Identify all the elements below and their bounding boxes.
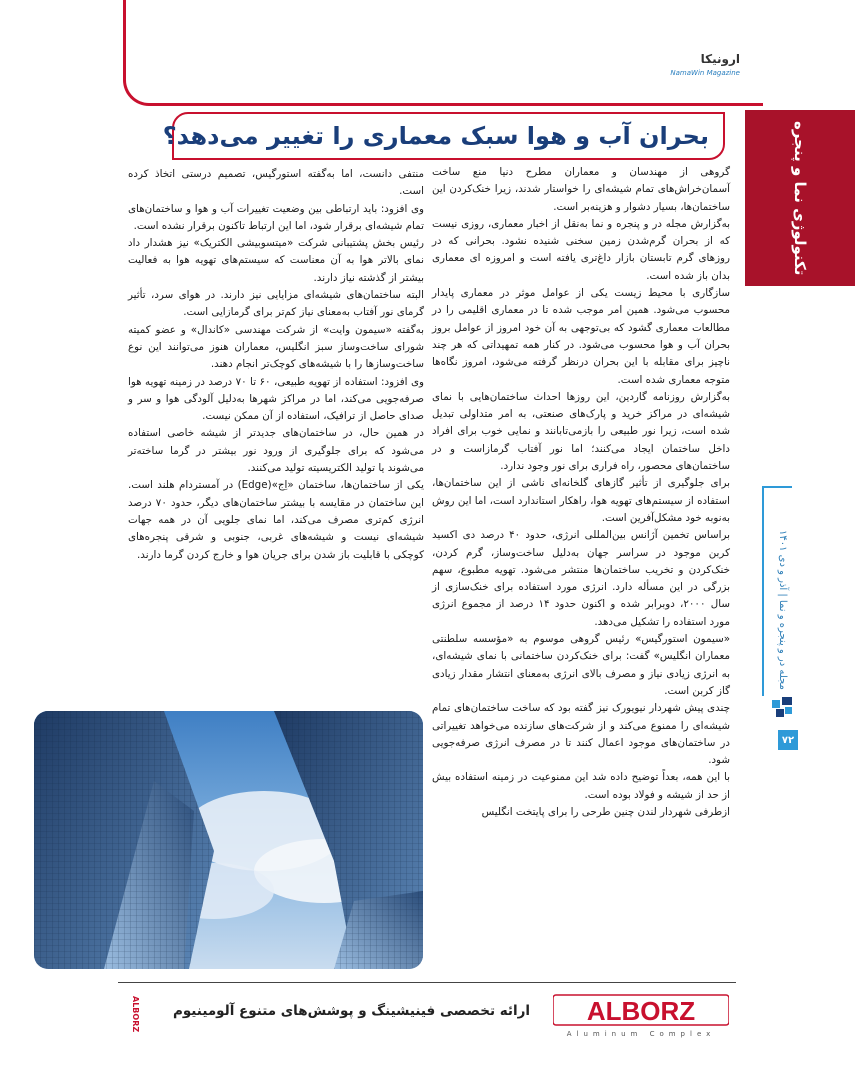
paragraph: منتفی دانست، اما به‌گفته استورگیس، تصمیم درستی اتخاذ کرده است.	[128, 168, 424, 198]
issue-meta: مجله در و پنجره و نما | آذر و دی ۱۴۰۱	[777, 530, 788, 690]
paragraph: چندی پیش شهردار نیویورک نیز گفته بود که ساخت ساختمان‌های تمام شیشه‌ای را ممنوع می‌کند و از شرکت‌های سازنده می‌خواهد تغییراتی در ساختمان‌های موجود اعمال کنند تا در مصرف انرژی صرفه‌جویی شود.	[432, 702, 730, 767]
paragraph: «سیمون استورگیس» رئیس گروهی موسوم به «مؤسسه سلطنتی معماران انگلیس» گفت: برای خنک‌کردن ساختمانی با نمای شیشه‌ای، به انرژی زیادی نیاز و مصرف بالای انرژی به‌معنای انتشار مقدار زیادی گاز کربن است.	[432, 633, 730, 697]
paragraph: در همین حال، در ساختمان‌های جدیدتر از شیشه خاصی استفاده می‌شود که برای جلوگیری از ورود نور بیشتر در گرما ساخته‌تر می‌شوند یا تولید الکتریسیته تولید می‌کنند.	[128, 427, 424, 475]
paragraph: به‌گزارش روزنامه گاردین، این روزها احداث ساختمان‌هایی با نمای شیشه‌ای در مراکز خرید و پارک‌های صنعتی، به امر متداولی تبدیل شده است، زیرا نور طبیعی را بازمی‌تابانند و نمایی خوب برای افراد داخل ساختمان ایجاد می‌کنند؛ اما نور آفتاب گرمازاست و در ساختمان‌های محصور، راه فراری برای نور وجود ندارد.	[432, 390, 730, 473]
page-number: ۷۲	[778, 730, 798, 750]
paragraph: با این همه، بعداً توضیح داده شد این ممنوعیت در زمینه استفاده بیش از حد از شیشه و فولاد بوده است.	[432, 771, 730, 801]
svg-text:ALBORZ: ALBORZ	[586, 996, 696, 1026]
paragraph: ازطرفی شهردار لندن چنین طرحی را برای پایتخت انگلیس	[481, 805, 730, 818]
paragraph: رئیس بخش پشتیبانی شرکت «میتسوبیشی الکتریک» نیز هشدار داد نمای بالاتر هوا به آن معناست که سیستم‌های تهویه هوا به فعالیت بیشتر از گذشته نیاز دارند.	[128, 237, 424, 284]
paragraph: براساس تخمین آژانس بین‌المللی انرژی، حدود ۴۰ درصد دی اکسید کربن موجود در سراسر جهان به‌دلیل ساخت‌وساز، گرم کردن، خنک‌کردن و تخریب ساختمان‌ها منتشر می‌شود. تهویه مطبوع، سهم بزرگی در این مسأله دارد. انرژی مورد استفاده برای خنک‌سازی از سال ۲۰۰۰، دوبرابر شده و اکنون حدود ۱۴ درصد از مجموع انرژی مورد استفاده را تشکیل می‌دهد.	[432, 529, 730, 628]
paragraph: به‌گفته «سیمون وایت» از شرکت مهندسی «کاندال» و عضو کمیته شورای ساخت‌وساز سبز انگلیس، معماران هنوز می‌توانند این نوع ساخت‌وسازها را با شیشه‌های کوچک‌تر انجام دهند.	[128, 323, 424, 371]
title-box	[162, 112, 725, 160]
logo-subtitle: NamaWin Magazine	[670, 69, 740, 77]
section-banner	[745, 110, 855, 286]
paragraph: البته ساختمان‌های شیشه‌ای مزایایی نیز دارند. در هوای سرد، تأثیر گرمای نور آفتاب به‌معنای نیاز کم‌تر برای گرمازایی است.	[128, 289, 424, 319]
alborz-logo	[553, 993, 729, 1029]
magazine-logo	[640, 52, 740, 84]
paragraph: گروهی از مهندسان و معماران مطرح دنیا منع ساخت آسمان‌خراش‌های تمام شیشه‌ای را خواستار شدند، زیرا خنک‌کردن این ساختمان‌ها، بسیار دشوار و هزینه‌بر است.	[432, 166, 730, 213]
meta-line	[762, 486, 764, 696]
meta-line-top	[762, 486, 792, 488]
skyscrapers-photo	[34, 711, 423, 969]
article-column-left	[128, 166, 424, 564]
paragraph: وی افزود: استفاده از تهویه طبیعی، ۶۰ تا ۷۰ درصد در زمینه تهویه هوا صرفه‌جویی می‌کند، اما در مراکز شهرها به‌دلیل آلودگی هوا و سر و صدای حاصل از ترافیک، استفاده از آن ممکن نیست.	[128, 375, 424, 423]
footer-rule	[118, 982, 736, 983]
section-banner-label: تکنولوژی نما و پنجره	[791, 120, 809, 276]
article-column-right	[432, 164, 730, 821]
paragraph: برای جلوگیری از تأثیر گازهای گلخانه‌ای ناشی از این ساختمان‌ها، استفاده از سیستم‌های تهویه هوا، راهکار استاندارد است، اما این روش به‌نوبه خود مشکل‌آفرین است.	[432, 477, 730, 524]
paragraph: به‌گزارش مجله در و پنجره و نما به‌نقل از اخبار معماری، روزی نیست که از بحران گرم‌شدن زمین سخنی شنیده نشود. بحرانی که در روزهای گرم تابستان بازار داغ‌تری یافته است و امروزه ای معماری بدان باز شده است.	[432, 217, 730, 282]
alborz-subtitle: Aluminum Complex	[566, 1030, 716, 1038]
paragraph: سازگاری با محیط زیست یکی از عوامل موثر در معماری پایدار محسوب می‌شود. همین امر موجب شده تا در معماری اقلیمی را در مطالعات معماری گشود که بی‌توجهی به آن خود امروز از عوامل بروز بحران آب و هوا محسوب می‌شود. در کنار همه تمهیداتی که هر چند ناچیز برای مقابله با این بحران درنظر گرفته می‌شود، امروز نگاه‌ها متوجه معماری شده است.	[432, 287, 730, 386]
paragraph: یکی از ساختمان‌ها، ساختمان «اِج»(Edge) در آمستردام هلند است. این ساختمان در مقایسه با بیشتر ساختمان‌های دیگر، حدود ۷۰ درصد انرژی کم‌تری مصرف می‌کند، اما نمای جلویی آن در همه جهات شیشه‌ای نیست و شیشه‌های غربی، جنوبی و شرقی پنجره‌های کوچکی با قابلیت باز شدن برای جریان هوا و خارج کردن گرما دارند.	[128, 479, 424, 561]
logo-text: ارونیکا	[700, 52, 740, 66]
footer-side-label: ALBORZ	[131, 996, 140, 1033]
article-title: بحران آب و هوا سبک معماری را تغییر می‌دهد؟	[162, 122, 709, 150]
paragraph: وی افزود: باید ارتباطی بین وضعیت تغییرات آب و هوا و ساختمان‌های تمام شیشه‌ای برقرار شود، اما این ارتباط تاکنون برقرار نشده است.	[128, 202, 424, 232]
window-icon	[770, 695, 794, 719]
ad-tagline: ارائه تخصصی فینیشینگ و پوشش‌های متنوع آلومینیوم	[172, 1003, 530, 1019]
